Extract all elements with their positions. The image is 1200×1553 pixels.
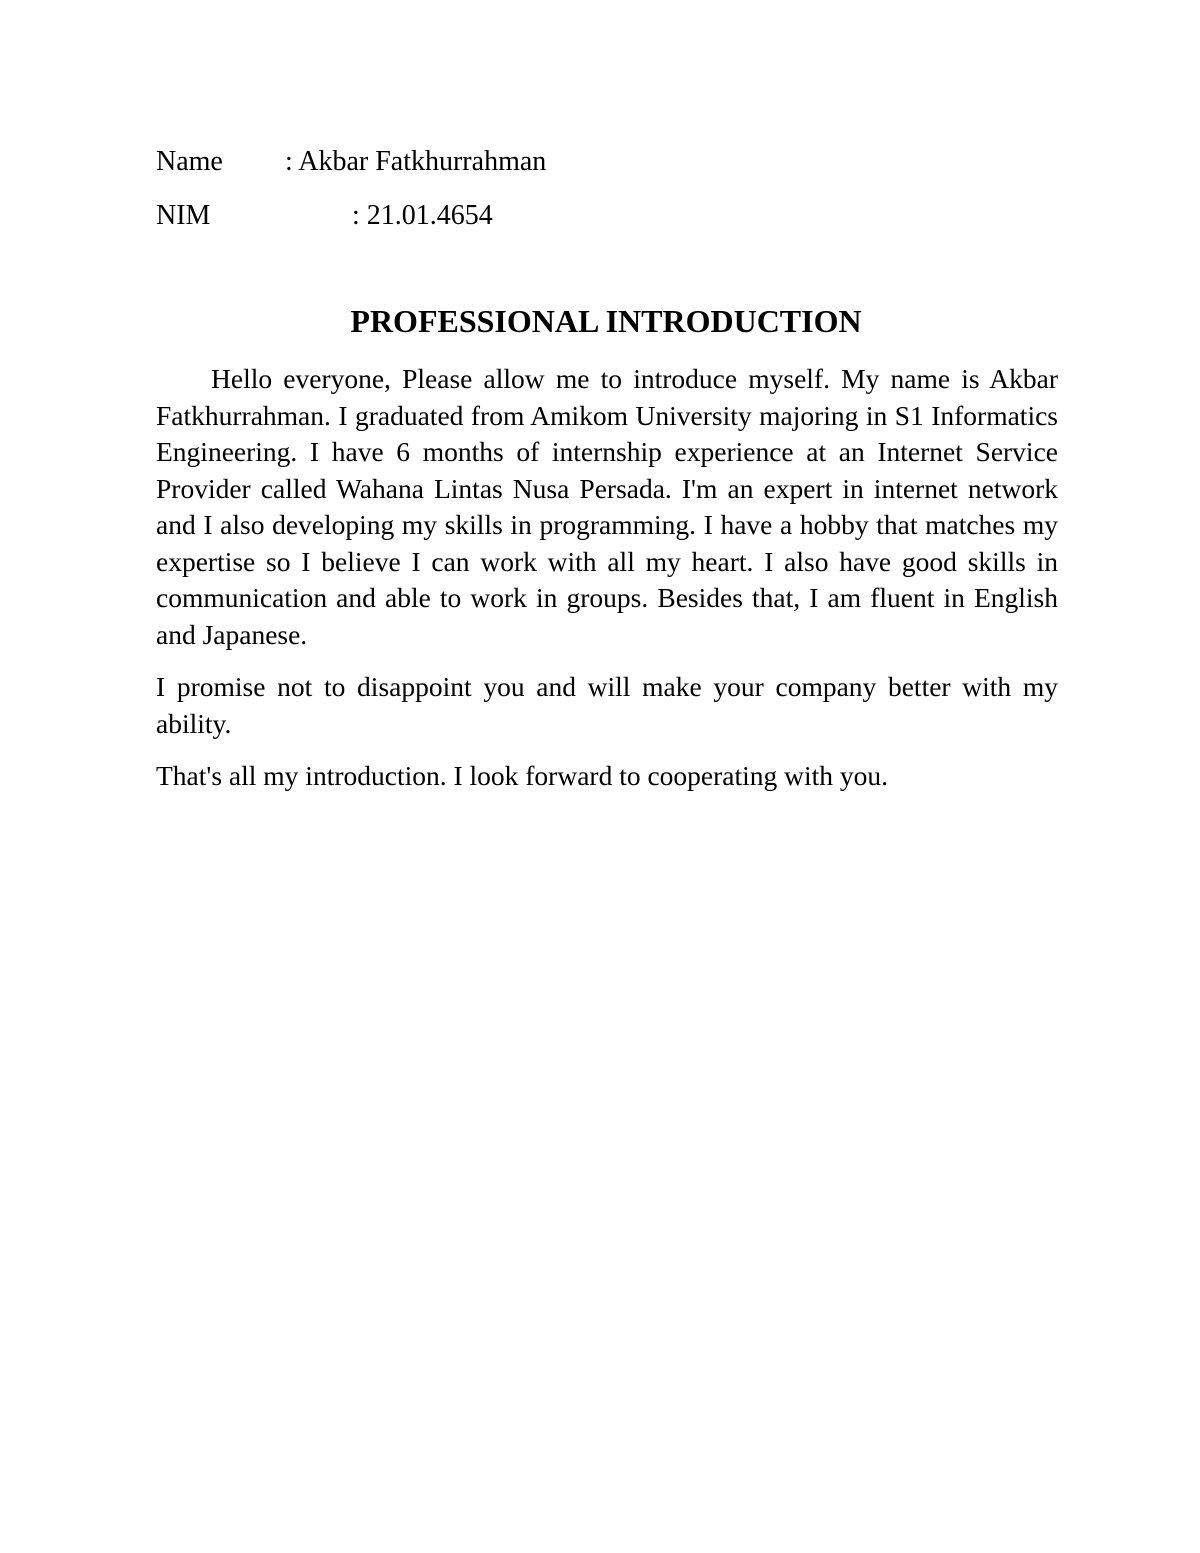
document-title: PROFESSIONAL INTRODUCTION	[350, 303, 862, 339]
nim-field-row	[156, 199, 493, 233]
paragraph-closing: That's all my introduction. I look forward to cooperating with you.	[156, 760, 889, 791]
nim-label: NIM	[156, 200, 211, 231]
name-value: : Akbar Fatkhurrahman	[285, 146, 547, 177]
paragraph-introduction: Hello everyone, Please allow me to introduce myself. My name is Akbar Fatkhurrahman. I graduated from Amikom University majoring in S1 Informatics Engineering. I have 6 months of internship experience at an Internet Service Provider called Wahana Lintas Nusa Persada. I'm an expert in internet network and I also developing my skills in programming. I have a hobby that matches my expertise so I believe I can work with all my heart. I also have good skills in communication and able to work in groups. Besides that, I am fluent in English and Japanese.	[156, 363, 1058, 650]
name-label: Name	[156, 146, 223, 177]
nim-value: : 21.01.4654	[352, 200, 493, 231]
name-field-row	[156, 145, 547, 179]
paragraph-promise: I promise not to disappoint you and will make your company better with my ability.	[156, 671, 1058, 739]
